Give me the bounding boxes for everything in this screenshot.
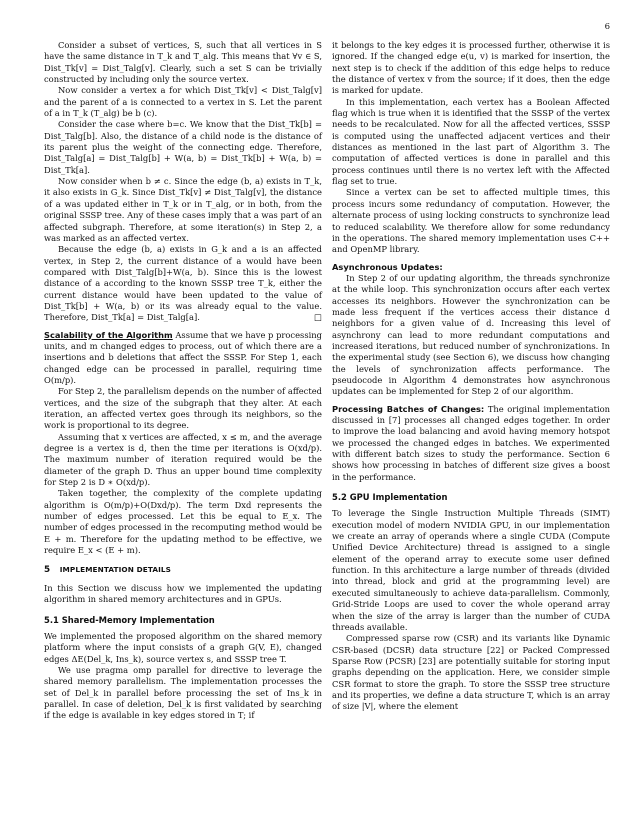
section-number: 5 (44, 565, 51, 576)
async-heading: Asynchronous Updates: (332, 261, 443, 272)
paragraph (44, 244, 322, 323)
section-title: IMPLEMENTATION DETAILS (59, 565, 171, 575)
paragraph: For Step 2, the parallelism depends on the number of affected vertices, and the size of the subgraph that they alter. At each iteration, an affected vertex goes through its neighbors, so the work is proportional to its degree. (44, 386, 322, 431)
paragraph: To leverage the Single Instruction Multiple Threads (SIMT) execution model of modern NVIDIA GPU, in our implementation we create an array of operands where a single CUDA (Compute Unified Device Architecture) thread is assigned to a single element of the operand array to execute some user defined function. In this architecture a large number of threads (divided into thread, block and grid at the programming level) are executed simultaneously to achieve data-parallelism. Commonly, Grid-Stride Loops are used to cover the whole operand array when the size of the array is larger than the number of CUDA threads available. (332, 508, 610, 632)
paragraph: it belongs to the key edges it is processed further, otherwise it is ignored. If the changed edge e(u, v) is marked for insertion, the next step is to check if the addition of this edge helps to reduce the distance of vertex v from the source; if it does, then the edge is marked for update. (332, 40, 610, 96)
subsection-heading: 5.2 GPU Implementation (332, 492, 448, 503)
qed-symbol: □ (314, 312, 322, 323)
section-heading (44, 564, 322, 576)
paragraph: Compressed sparse row (CSR) and its variants like Dynamic CSR-based (DCSR) data structure [22] or Packed Compressed Sparse Row (PCSR) [23] are potentially suitable for storing input graphs depending on the application. Here, we consider simple CSR format to store the graph. To store the SSSP tree structure and its properties, we define a data structure T, which is an array of size |V|, where the element (332, 633, 610, 712)
scalability-heading: Scalability of the Algorithm (44, 329, 173, 340)
paragraph-text: Assume that we have p processing units, and m changed edges to process, out of which there are a insertions and b deletions that affect the SSSP. For Step 1, each changed edge can be processed in parallel, requiring time O(m/p). (44, 329, 322, 385)
batch-heading: Processing Batches of Changes: (332, 403, 485, 414)
paragraph: Consider a subset of vertices, S, such that all vertices in S have the same distance in T_k and T_alg. This means that ∀v ∈ S, Dist_Tk[v] = Dist_Talg[v]. Clearly, such a set S can be trivially constructed by including only the source vertex. (44, 40, 322, 85)
paragraph: Consider the case where b=c. We know that the Dist_Tk[b] = Dist_Talg[b]. Also, the distance of a child node is the distance of its parent plus the weight of the connecting edge. Therefore, Dist_Talg[a] = Dist_Talg[b] + W(a, b) = Dist_Tk[b] + W(a, b) = Dist_Tk[a]. (44, 119, 322, 175)
page-number: 6 (604, 22, 610, 32)
subsection-heading: 5.1 Shared-Memory Implementation (44, 614, 215, 625)
paragraph: We use pragma omp parallel for directive to leverage the shared memory parallelism. The implementation processes the set of Del_k in parallel before processing the set of Ins_k in parallel. In case of deletion, Del_k is first validated by searching if the edge is available in key edges stored in T; if (44, 664, 322, 721)
paragraph: In this implementation, each vertex has a Boolean Affected flag which is true when it is identified that the SSSP of the vertex needs to be recalculated. Now for all the affected vertices, SSSP is computed using the unaffected adjacent vertices and their distances as mentioned in the last part of Algorithm 3. The computation of affected vertices is done in parallel and this process continues until there is no vertex left with the Affected flag set to true. (332, 96, 610, 187)
paragraph: Now consider when b ≠ c. Since the edge (b, a) exists in T_k, it also exists in G_k. Since Dist_Tk[v] ≠ Dist_Talg[v], the distance of a was updated either in T_k or in T_alg, or in both, from the original SSSP tree. Any of these cases imply that a was part of an affected subgraph. Therefore, at some iteration(s) in Step 2, a was marked as an affected vertex. (44, 176, 322, 243)
paragraph: Assuming that x vertices are affected, x ≤ m, and the average degree is a vertex is d, then the time per iterations is O(xd/p). The maximum number of iteration required would be the diameter of the graph D. Thus an upper bound time complexity for Step 2 is D ∗ O(xd/p). (44, 431, 322, 488)
paragraph-text: The original implementation discussed in [7] processes all changed edges together. In order to improve the load balancing and avoid having memory hotspot we processed the changed edges in batches. We experimented with different batch sizes to study the performance. Section 6 shows how processing in batches of different size gives a boost in the performance. (332, 403, 611, 482)
paragraph: We implemented the proposed algorithm on the shared memory platform where the input consists of a graph G(V, E), changed edges ΔE(Del_k, Ins_k), source vertex s, and SSSP tree T. (44, 630, 322, 664)
paragraph: Since a vertex can be set to affected multiple times, this process incurs some redundancy of computation. However, the alternate process of using locking constructs to synchronize lead to reduced scalability. We therefore allow for some redundancy in the operations. The shared memory implementation uses C++ and OpenMP library. (332, 187, 610, 255)
paragraph: In Step 2 of our updating algorithm, the threads synchronize at the while loop. This synchronization occurs after each vertex accesses its neighbors. However the synchronization can be made less frequent if the vertices access their distance d neighbors for a given value of d. Increasing this level of asynchrony can lead to more redundant computations and increased iterations, but reduced number of synchronizations. In the experimental study (see Section 6), we discuss how changing the levels of synchronization affects performance. The pseudocode in Algorithm 4 demonstrates how asynchronous updates can be implemented for Step 2 of our algorithm. (332, 272, 610, 397)
left-column (44, 40, 322, 722)
paragraph (332, 404, 610, 483)
paragraph: Now consider a vertex a for which Dist_Tk[v] < Dist_Talg[v] and the parent of a is connected to a vertex in S. Let the parent of a in T_k (T_alg) be b (c). (44, 85, 322, 119)
paragraph (44, 330, 322, 387)
paragraph-heading (332, 262, 610, 273)
paragraph: Taken together, the complexity of the complete updating algorithm is O(m/p)+O(Dxd/p). The term Dxd represents the number of edges processed. Let this be equal to E_x. The number of edges processed in the recomputing method would be E + m. Therefore for the updating method to be effective, we require E_x < (E + m). (44, 488, 322, 556)
right-column (332, 40, 610, 713)
paragraph-text: Because the edge (b, a) exists in G_k and a is an affected vertex, in Step 2, the current distance of a would have been compared with Dist_Talg[b]+W(a, b). Since this is the lowest distance of a according to the known SSSP tree T_k, either the current distance would have been updated to the value of Dist_Tk[b] + W(a, b) or its was already equal to the value. Therefore, Dist_Tk[a] = Dist_Talg[a]. (44, 244, 322, 323)
paragraph: In this Section we discuss how we implemented the updating algorithm in shared memory architectures and in GPUs. (44, 582, 322, 605)
